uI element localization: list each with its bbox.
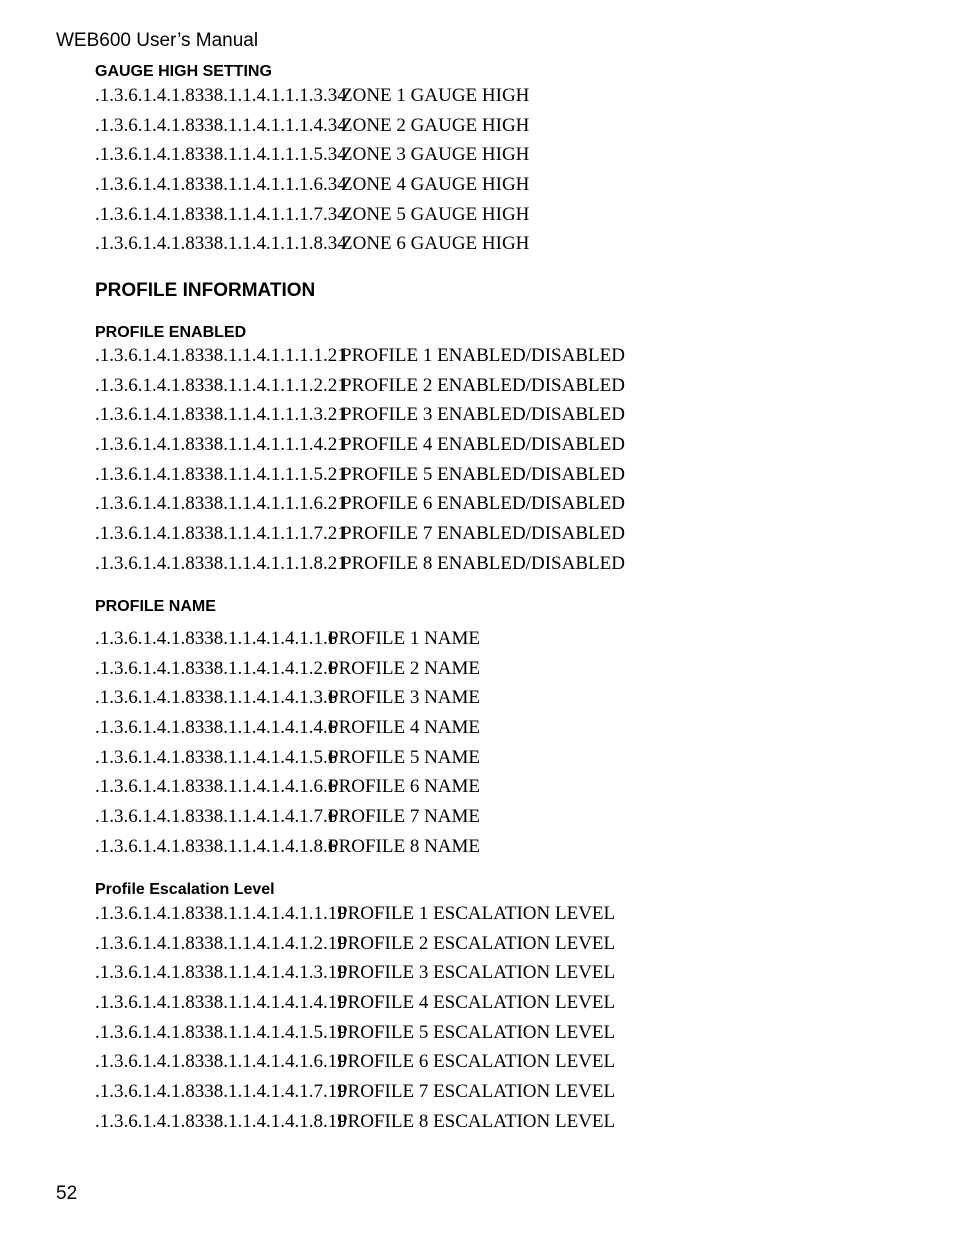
oid-row — [95, 717, 480, 747]
oid-row — [95, 836, 480, 866]
oid-value: .1.3.6.1.4.1.8338.1.1.4.1.1.1.4.21 — [95, 434, 347, 456]
oid-value: .1.3.6.1.4.1.8338.1.1.4.1.4.1.4.19 — [95, 992, 347, 1014]
oid-value: .1.3.6.1.4.1.8338.1.1.4.1.1.1.7.34 — [95, 203, 347, 225]
oid-row — [95, 1022, 615, 1052]
oid-label: ZONE 2 GAUGE HIGH — [341, 114, 530, 136]
oid-label: PROFILE 6 ENABLED/DISABLED — [341, 493, 625, 515]
oid-label: ZONE 4 GAUGE HIGH — [341, 174, 530, 196]
oid-row — [95, 375, 625, 405]
oid-value: .1.3.6.1.4.1.8338.1.1.4.1.4.1.3.6 — [95, 687, 338, 709]
oid-label: PROFILE 4 ENABLED/DISABLED — [341, 434, 625, 456]
oid-label: PROFILE 6 NAME — [328, 776, 481, 798]
oid-row — [95, 687, 480, 717]
oid-row — [95, 204, 529, 234]
gauge-high-list — [95, 85, 529, 263]
oid-label: PROFILE 7 NAME — [328, 806, 481, 828]
oid-row — [95, 434, 625, 464]
oid-label: PROFILE 4 ESCALATION LEVEL — [337, 992, 616, 1014]
oid-value: .1.3.6.1.4.1.8338.1.1.4.1.1.1.6.34 — [95, 174, 347, 196]
oid-row — [95, 1051, 615, 1081]
oid-label: PROFILE 4 NAME — [328, 717, 481, 739]
oid-value: .1.3.6.1.4.1.8338.1.1.4.1.1.1.8.34 — [95, 233, 347, 255]
oid-label: PROFILE 6 ESCALATION LEVEL — [337, 1051, 616, 1073]
oid-row — [95, 1111, 615, 1141]
oid-value: .1.3.6.1.4.1.8338.1.1.4.1.1.1.3.34 — [95, 85, 347, 106]
oid-value: .1.3.6.1.4.1.8338.1.1.4.1.4.1.1.19 — [95, 903, 347, 924]
oid-label: PROFILE 7 ENABLED/DISABLED — [341, 523, 625, 545]
oid-label: PROFILE 3 ESCALATION LEVEL — [337, 962, 616, 984]
oid-value: .1.3.6.1.4.1.8338.1.1.4.1.1.1.7.21 — [95, 523, 347, 545]
oid-row — [95, 1081, 615, 1111]
oid-label: PROFILE 8 ESCALATION LEVEL — [337, 1110, 616, 1132]
oid-label: PROFILE 1 NAME — [328, 628, 481, 649]
profile-information-heading: PROFILE INFORMATION — [95, 280, 316, 301]
profile-escalation-heading: Profile Escalation Level — [95, 881, 275, 898]
oid-value: .1.3.6.1.4.1.8338.1.1.4.1.4.1.8.6 — [95, 835, 338, 857]
oid-value: .1.3.6.1.4.1.8338.1.1.4.1.4.1.2.6 — [95, 657, 338, 679]
oid-row — [95, 404, 625, 434]
oid-value: .1.3.6.1.4.1.8338.1.1.4.1.1.1.1.21 — [95, 345, 347, 366]
profile-escalation-list — [95, 903, 615, 1141]
oid-label: ZONE 1 GAUGE HIGH — [341, 85, 530, 106]
oid-label: PROFILE 5 NAME — [328, 746, 481, 768]
oid-row — [95, 933, 615, 963]
gauge-high-heading: GAUGE HIGH SETTING — [95, 63, 272, 80]
oid-row — [95, 345, 625, 375]
oid-row — [95, 747, 480, 777]
oid-value: .1.3.6.1.4.1.8338.1.1.4.1.1.1.5.34 — [95, 144, 347, 166]
oid-row — [95, 806, 480, 836]
oid-label: ZONE 6 GAUGE HIGH — [341, 233, 530, 255]
oid-value: .1.3.6.1.4.1.8338.1.1.4.1.4.1.4.6 — [95, 717, 338, 739]
oid-value: .1.3.6.1.4.1.8338.1.1.4.1.1.1.8.21 — [95, 552, 347, 574]
oid-value: .1.3.6.1.4.1.8338.1.1.4.1.1.1.5.21 — [95, 463, 347, 485]
profile-name-heading: PROFILE NAME — [95, 598, 216, 615]
oid-value: .1.3.6.1.4.1.8338.1.1.4.1.4.1.6.6 — [95, 776, 338, 798]
oid-value: .1.3.6.1.4.1.8338.1.1.4.1.4.1.7.19 — [95, 1081, 347, 1103]
oid-value: .1.3.6.1.4.1.8338.1.1.4.1.4.1.1.6 — [95, 628, 338, 649]
oid-value: .1.3.6.1.4.1.8338.1.1.4.1.4.1.7.6 — [95, 806, 338, 828]
oid-value: .1.3.6.1.4.1.8338.1.1.4.1.1.1.6.21 — [95, 493, 347, 515]
oid-row — [95, 233, 529, 263]
oid-row — [95, 144, 529, 174]
oid-row — [95, 174, 529, 204]
oid-value: .1.3.6.1.4.1.8338.1.1.4.1.1.1.4.34 — [95, 114, 347, 136]
oid-label: PROFILE 2 ENABLED/DISABLED — [341, 374, 625, 396]
oid-label: PROFILE 7 ESCALATION LEVEL — [337, 1081, 616, 1103]
oid-row — [95, 523, 625, 553]
oid-label: PROFILE 5 ESCALATION LEVEL — [337, 1021, 616, 1043]
oid-row — [95, 776, 480, 806]
oid-value: .1.3.6.1.4.1.8338.1.1.4.1.4.1.2.19 — [95, 932, 347, 954]
oid-row — [95, 962, 615, 992]
oid-row — [95, 493, 625, 523]
profile-enabled-heading: PROFILE ENABLED — [95, 324, 247, 341]
profile-name-list — [95, 628, 480, 866]
page-number: 52 — [56, 1183, 78, 1204]
oid-value: .1.3.6.1.4.1.8338.1.1.4.1.4.1.6.19 — [95, 1051, 347, 1073]
running-header: WEB600 User’s Manual — [56, 30, 259, 51]
oid-label: PROFILE 2 NAME — [328, 657, 481, 679]
oid-label: ZONE 5 GAUGE HIGH — [341, 203, 530, 225]
oid-label: PROFILE 3 ENABLED/DISABLED — [341, 404, 625, 426]
oid-value: .1.3.6.1.4.1.8338.1.1.4.1.1.1.2.21 — [95, 374, 347, 396]
oid-row — [95, 992, 615, 1022]
oid-label: PROFILE 8 NAME — [328, 835, 481, 857]
oid-label: PROFILE 3 NAME — [328, 687, 481, 709]
profile-enabled-list — [95, 345, 625, 583]
oid-row — [95, 85, 529, 115]
oid-row — [95, 903, 615, 933]
oid-label: ZONE 3 GAUGE HIGH — [341, 144, 530, 166]
oid-value: .1.3.6.1.4.1.8338.1.1.4.1.4.1.8.19 — [95, 1110, 347, 1132]
oid-row — [95, 628, 480, 658]
oid-label: PROFILE 2 ESCALATION LEVEL — [337, 932, 616, 954]
oid-value: .1.3.6.1.4.1.8338.1.1.4.1.4.1.5.6 — [95, 746, 338, 768]
oid-row — [95, 658, 480, 688]
oid-value: .1.3.6.1.4.1.8338.1.1.4.1.4.1.5.19 — [95, 1021, 347, 1043]
oid-row — [95, 115, 529, 145]
oid-value: .1.3.6.1.4.1.8338.1.1.4.1.4.1.3.19 — [95, 962, 347, 984]
oid-row — [95, 464, 625, 494]
oid-label: PROFILE 1 ENABLED/DISABLED — [341, 345, 625, 366]
oid-label: PROFILE 1 ESCALATION LEVEL — [337, 903, 616, 924]
oid-row — [95, 553, 625, 583]
oid-value: .1.3.6.1.4.1.8338.1.1.4.1.1.1.3.21 — [95, 404, 347, 426]
oid-label: PROFILE 8 ENABLED/DISABLED — [341, 552, 625, 574]
oid-label: PROFILE 5 ENABLED/DISABLED — [341, 463, 625, 485]
